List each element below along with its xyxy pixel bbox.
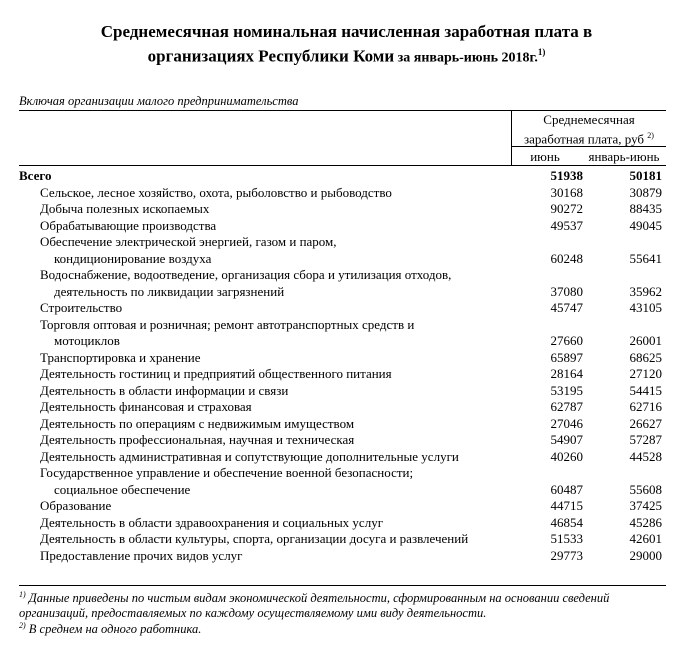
row-value-june: 46854: [550, 514, 583, 530]
row-value-june: 44715: [550, 498, 583, 513]
row-value-june: 45747: [550, 300, 583, 315]
row-value-jan-jun: 50181: [629, 168, 662, 183]
row-value-june: 60487: [550, 481, 583, 497]
column-group-header-text: заработная плата, руб: [524, 131, 645, 147]
row-value-june: 30168: [550, 184, 583, 200]
row-label-line-1: Деятельность финансовая и страховая: [40, 399, 252, 414]
table-body: [19, 168, 666, 564]
row-label-line-1: Образование: [40, 498, 112, 513]
row-value-jan-jun: 88435: [629, 201, 662, 216]
row-label: [19, 432, 509, 449]
table-row: [19, 416, 666, 433]
row-label: [19, 201, 509, 218]
row-label: [19, 449, 509, 466]
row-label-line-1: Деятельность по операциям с недвижимым имуществом: [40, 415, 355, 431]
row-label-line-2: социальное обеспечение: [54, 481, 191, 497]
row-value-jan-jun: 26627: [629, 415, 662, 431]
row-label-line-1: Всего: [19, 168, 52, 183]
row-label: [19, 465, 509, 498]
row-label: [19, 267, 509, 300]
row-value-jan-jun: 43105: [629, 300, 662, 315]
row-value-jan-jun: 55608: [629, 481, 662, 497]
table-bottom-rule: [19, 585, 666, 586]
row-value-june: 53195: [550, 382, 583, 398]
row-value-june: 62787: [550, 399, 583, 414]
row-label-line-1: Деятельность в области информации и связи: [40, 382, 289, 398]
row-label: [19, 300, 509, 317]
row-label-line-1: Деятельность гостиниц и предприятий общественного питания: [40, 366, 392, 381]
row-value-jan-jun: 42601: [629, 531, 662, 546]
row-label-line-1: Государственное управление и обеспечение военной безопасности;: [40, 465, 414, 480]
row-label: [19, 168, 509, 185]
title-line-1: Среднемесячная номинальная начисленная заработная плата в: [100, 22, 593, 41]
row-label-line-2: деятельность по ликвидации загрязнений: [54, 283, 285, 299]
table-row: [19, 548, 666, 565]
row-value-june: 29773: [550, 547, 583, 563]
row-value-june: 28164: [550, 366, 583, 381]
row-value-jan-jun: 54415: [629, 382, 662, 398]
row-value-jan-jun: 29000: [629, 547, 662, 563]
row-value-june: 65897: [550, 349, 583, 365]
footnote-1-text: Данные приведены по чистым видам экономической деятельности, сформированным на основании сведений организаций, предоставляемых по каждому осуществляемому ими виду деятельности.: [19, 591, 610, 621]
footnote-1-mark: 1): [19, 590, 26, 599]
table-row: [19, 350, 666, 367]
row-label: [19, 548, 509, 565]
row-value-june: 40260: [550, 448, 583, 464]
row-value-jan-jun: 35962: [629, 283, 662, 299]
row-label: [19, 515, 509, 532]
row-label-line-1: Торговля оптовая и розничная; ремонт автотранспортных средств и: [40, 316, 415, 332]
row-value-june: 60248: [550, 250, 583, 266]
row-label: [19, 350, 509, 367]
row-label: [19, 498, 509, 515]
table-row: [19, 432, 666, 449]
row-value-jan-jun: 27120: [629, 366, 662, 381]
footnote-2-mark: 2): [19, 621, 26, 630]
row-label: [19, 531, 509, 548]
table-subtitle: Включая организации малого предпринимательства: [19, 94, 299, 108]
row-label: [19, 218, 509, 235]
row-value-june: 54907: [550, 432, 583, 447]
row-value-jan-jun: 62716: [629, 399, 662, 414]
row-value-june: 49537: [550, 217, 583, 233]
row-value-june: 37080: [550, 283, 583, 299]
row-label-line-1: Водоснабжение, водоотведение, организация сбора и утилизация отходов,: [40, 267, 452, 282]
row-label-line-1: Деятельность в области здравоохранения и социальных услуг: [40, 514, 384, 530]
footnote-1: [19, 587, 679, 621]
row-label-line-1: Добыча полезных ископаемых: [40, 201, 210, 216]
table-row: [19, 185, 666, 202]
row-value-jan-jun: 49045: [629, 217, 662, 233]
column-group-footnote-mark: 2): [647, 131, 654, 140]
row-value-jan-jun: 55641: [629, 250, 662, 266]
title-footnote-mark: 1): [537, 47, 546, 57]
row-value-june: 51533: [550, 531, 583, 546]
row-label: [19, 185, 509, 202]
row-label: [19, 399, 509, 416]
title-line-2: [40, 42, 653, 69]
table-row: [19, 465, 666, 498]
table-row: [19, 366, 666, 383]
footnote-2-text: В среднем на одного работника.: [25, 622, 202, 637]
row-value-june: 27046: [550, 415, 583, 431]
row-value-june: 51938: [550, 168, 583, 183]
row-label-line-1: Деятельность административная и сопутствующие дополнительные услуги: [40, 448, 459, 464]
row-value-jan-jun: 45286: [629, 514, 662, 530]
row-value-jan-jun: 44528: [629, 448, 662, 464]
column-header-jan-jun: январь-июнь: [588, 149, 660, 164]
row-label-line-1: Транспортировка и хранение: [40, 349, 201, 365]
table-row: [19, 300, 666, 317]
row-value-jan-jun: 26001: [629, 333, 662, 348]
document-title: [40, 22, 653, 69]
row-label: [19, 366, 509, 383]
row-label-line-1: Обрабатывающие производства: [40, 217, 217, 233]
column-group-header-line-1: Среднемесячная: [543, 112, 635, 127]
row-label: [19, 234, 509, 267]
table-row: [19, 201, 666, 218]
table-row: [19, 531, 666, 548]
table-row: [19, 317, 666, 350]
title-line-2-period: за январь-июнь 2018г.: [394, 50, 538, 66]
row-label-line-2: мотоциклов: [54, 333, 120, 348]
row-label-line-1: Сельское, лесное хозяйство, охота, рыболовство и рыбоводство: [40, 184, 392, 200]
row-label-line-1: Обеспечение электрической энергией, газом и паром,: [40, 234, 337, 249]
header-inner-rule: [512, 146, 666, 147]
row-label: [19, 416, 509, 433]
row-value-jan-jun: 30879: [629, 184, 662, 200]
table-row: [19, 168, 666, 185]
table-row: [19, 383, 666, 400]
header-bottom-rule: [19, 165, 666, 166]
table-row: [19, 515, 666, 532]
table-row: [19, 267, 666, 300]
row-value-june: 27660: [550, 333, 583, 348]
footnote-2: [19, 618, 679, 637]
table-row: [19, 234, 666, 267]
table-row: [19, 498, 666, 515]
row-label-line-2: кондиционирование воздуха: [54, 250, 212, 266]
row-value-jan-jun: 57287: [629, 432, 662, 447]
table-row: [19, 399, 666, 416]
row-label-line-1: Деятельность в области культуры, спорта, организации досуга и развлечений: [40, 531, 469, 546]
table-top-rule: [19, 110, 666, 111]
row-value-jan-jun: 37425: [629, 498, 662, 513]
column-group-header: [512, 112, 666, 147]
row-label-line-1: Предоставление прочих видов услуг: [40, 547, 243, 563]
table-row: [19, 449, 666, 466]
column-header-june: июнь: [530, 149, 560, 164]
row-label-line-1: Строительство: [40, 300, 123, 315]
column-group-header-line-2: [512, 128, 666, 147]
row-value-jan-jun: 68625: [629, 349, 662, 365]
row-value-june: 90272: [550, 201, 583, 216]
row-label: [19, 317, 509, 350]
title-line-2-main: организациях Республики Коми: [147, 46, 395, 66]
row-label-line-1: Деятельность профессиональная, научная и техническая: [40, 432, 355, 447]
table-row: [19, 218, 666, 235]
row-label: [19, 383, 509, 400]
